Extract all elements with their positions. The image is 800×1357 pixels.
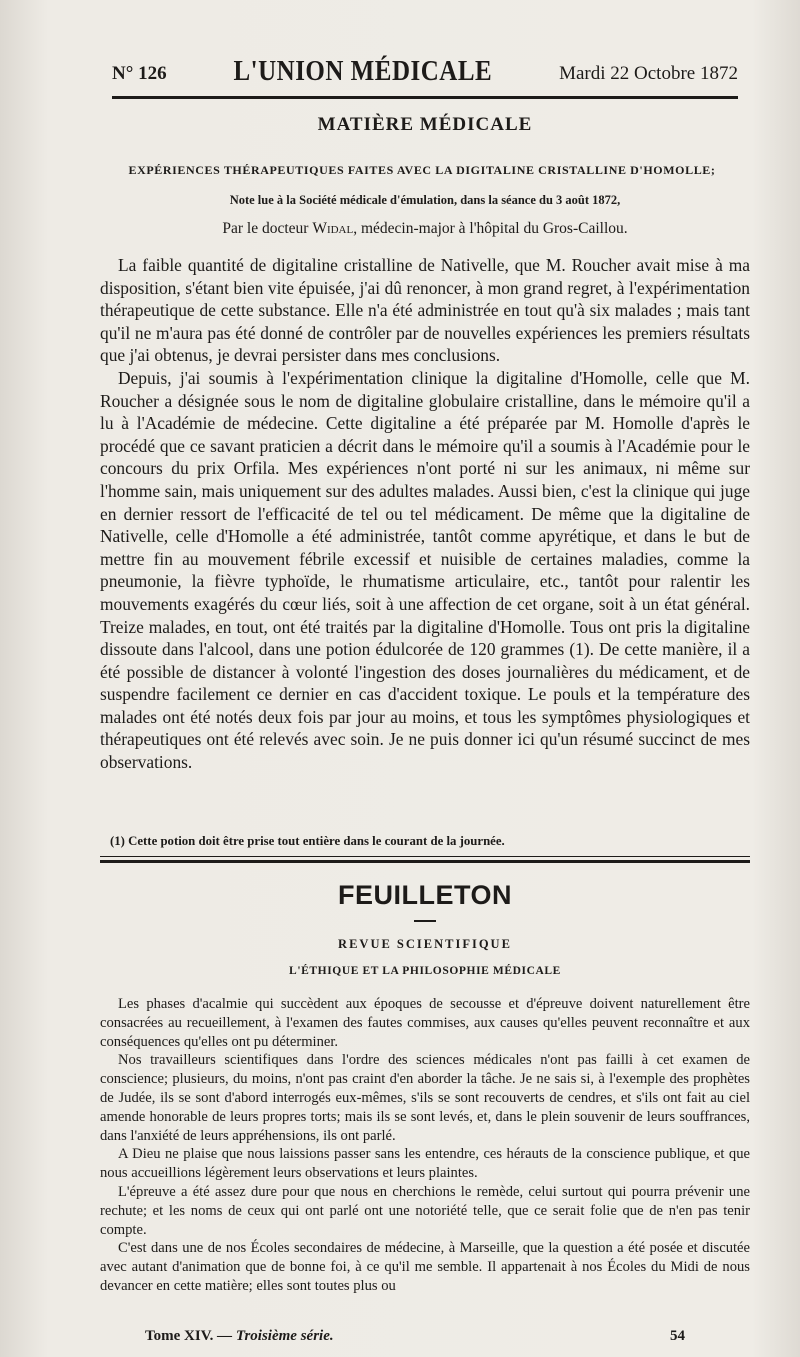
page-number: 54 (670, 1328, 685, 1344)
feuilleton-paragraph: A Dieu ne plaise que nous laissions passer sans les entendre, ces hérauts de la conscience publique, et que nous accueillions légèrement leurs observations et leurs plaintes. (100, 1146, 750, 1182)
feuilleton-title: REVUE SCIENTIFIQUE (338, 937, 512, 951)
separator-rule-thick (100, 860, 750, 863)
article-footnote: (1) Cette potion doit être prise tout entière dans le courant de la journée. (110, 834, 505, 848)
issue-date: Mardi 22 Octobre 1872 (559, 63, 738, 84)
feuilleton-paragraph: Nos travailleurs scientifiques dans l'ordre des sciences médicales n'ont pas failli à cet examen de conscience; plusieurs, du moins, n'ont pas craint d'en aborder la tâche. Je ne sais si, à l'exemple des prophètes de Judée, ils se sont d'abord interrogés eux-mêmes, s'ils se sont recouverts de cendres, et s'ils ont fait au ciel amende honorable de leurs propres torts; mais ils se sont levés, et, dans le plein souvenir de leurs souffrances, dans l'anxiété de leurs appréhensions, ils ont parlé. (100, 1052, 750, 1144)
section-heading: MATIÈRE MÉDICALE (317, 114, 533, 135)
feuilleton-heading: FEUILLETON (337, 880, 512, 910)
article-paragraph: Depuis, j'ai soumis à l'expérimentation clinique la digitaline d'Homolle, celle que M. Roucher a désignée sous le nom de digitaline globulaire cristalline, dans le mémoire qu'il a lu à l'Académie de médecine. Cette digitaline a été préparée par M. Homolle d'après le procédé que ce savant praticien a décrit dans le mémoire qu'il a soumis à l'Académie pour le concours du prix Orfila. Mes expériences n'ont porté ni sur les animaux, ni même sur l'homme sain, mais uniquement sur des adultes malades. Aussi bien, c'est la clinique qui juge en dernier ressort de l'efficacité de tel ou tel médicament. De même que la digitaline de Nativelle, celle d'Homolle a été administrée, tantôt comme apyrétique, et dans le but de mettre fin au mouvement fébrile excessif et nuisible de certaines maladies, comme la pneumonie, la fièvre typhoïde, le rhumatisme articulaire, etc., tantôt pour ralentir les mouvements exagérés du cœur liés, soit à une affection de cet organe, soit à un état général. Treize malades, en tout, ont été traités par la digitaline d'Homolle. Tous ont pris la digitaline dissoute dans l'alcool, dans une potion édulcorée de 120 grammes (1). De cette manière, il a été possible de distancer à volonté l'ingestion des doses journalières du médicament, et de suspendre facilement ce dernier en cas d'accident toxique. Le pouls et la température des malades ont été notés deux fois par jour au moins, et tous les symptômes physiologiques et thérapeutiques ont été relevés avec soin. Je ne puis donner ici qu'un résumé succinct de mes observations. (100, 367, 750, 773)
feuilleton-paragraph: Les phases d'acalmie qui succèdent aux époques de secousse et d'épreuve doivent naturellement être consacrées au recueillement, à l'examen des fautes commises, aux causes qu'elles peuvent reconnaître et aux conséquences qu'elles ont pu déterminer. (100, 996, 750, 1050)
masthead-rule (112, 96, 738, 99)
masthead (112, 55, 738, 92)
article-paragraph: La faible quantité de digitaline cristalline de Nativelle, que M. Roucher avait mise à ma disposition, s'étant bien vite épuisée, j'ai dû renoncer, à mon grand regret, à l'expérimentation thérapeutique de cette substance. Elle n'a été administrée en tout qu'à six malades ; mais tant qu'il ne m'aura pas été donné de contrôler par de nouvelles expériences les premiers résultats que j'ai obtenus, je devrai persister dans mes conclusions. (100, 255, 750, 366)
feuilleton-body (100, 995, 750, 1296)
article-title: EXPÉRIENCES THÉRAPEUTIQUES FAITES AVEC LA DIGITALINE CRISTALLINE D'HOMOLLE; (128, 163, 716, 177)
heading-dash (414, 920, 436, 922)
feuilleton-paragraph: L'épreuve a été assez dure pour que nous en cherchions le remède, celui surtout qui pourra prévenir une rechute; et les noms de ceux qui ont parlé ont une notoriété telle, que ce serait folie que de n'en pas tenir compte. (100, 1183, 750, 1238)
feuilleton-paragraph: C'est dans une de nos Écoles secondaires de médecine, à Marseille, que la question a été posée et discutée avec autant d'animation que de bonne foi, à ce qu'il me semble. Il appartenait à nos Écoles du Midi de nous devancer en cette matière; elles sont toutes plus ou (100, 1240, 750, 1294)
journal-title: L'UNION MÉDICALE (233, 55, 493, 87)
issue-number: N° 126 (112, 63, 167, 84)
volume-label: Tome XIV. — Troisième série. (145, 1328, 334, 1344)
separator-rule (100, 856, 750, 857)
article-note: Note lue à la Société médicale d'émulation, dans la séance du 3 août 1872, (229, 193, 621, 207)
page-footer (145, 1328, 685, 1345)
article-author: Par le docteur Widal, médecin-major à l'hôpital du Gros-Caillou. (222, 220, 628, 237)
author-name: Widal (312, 220, 354, 237)
article-body (100, 254, 750, 774)
feuilleton-subtitle: L'ÉTHIQUE ET LA PHILOSOPHIE MÉDICALE (289, 965, 561, 977)
